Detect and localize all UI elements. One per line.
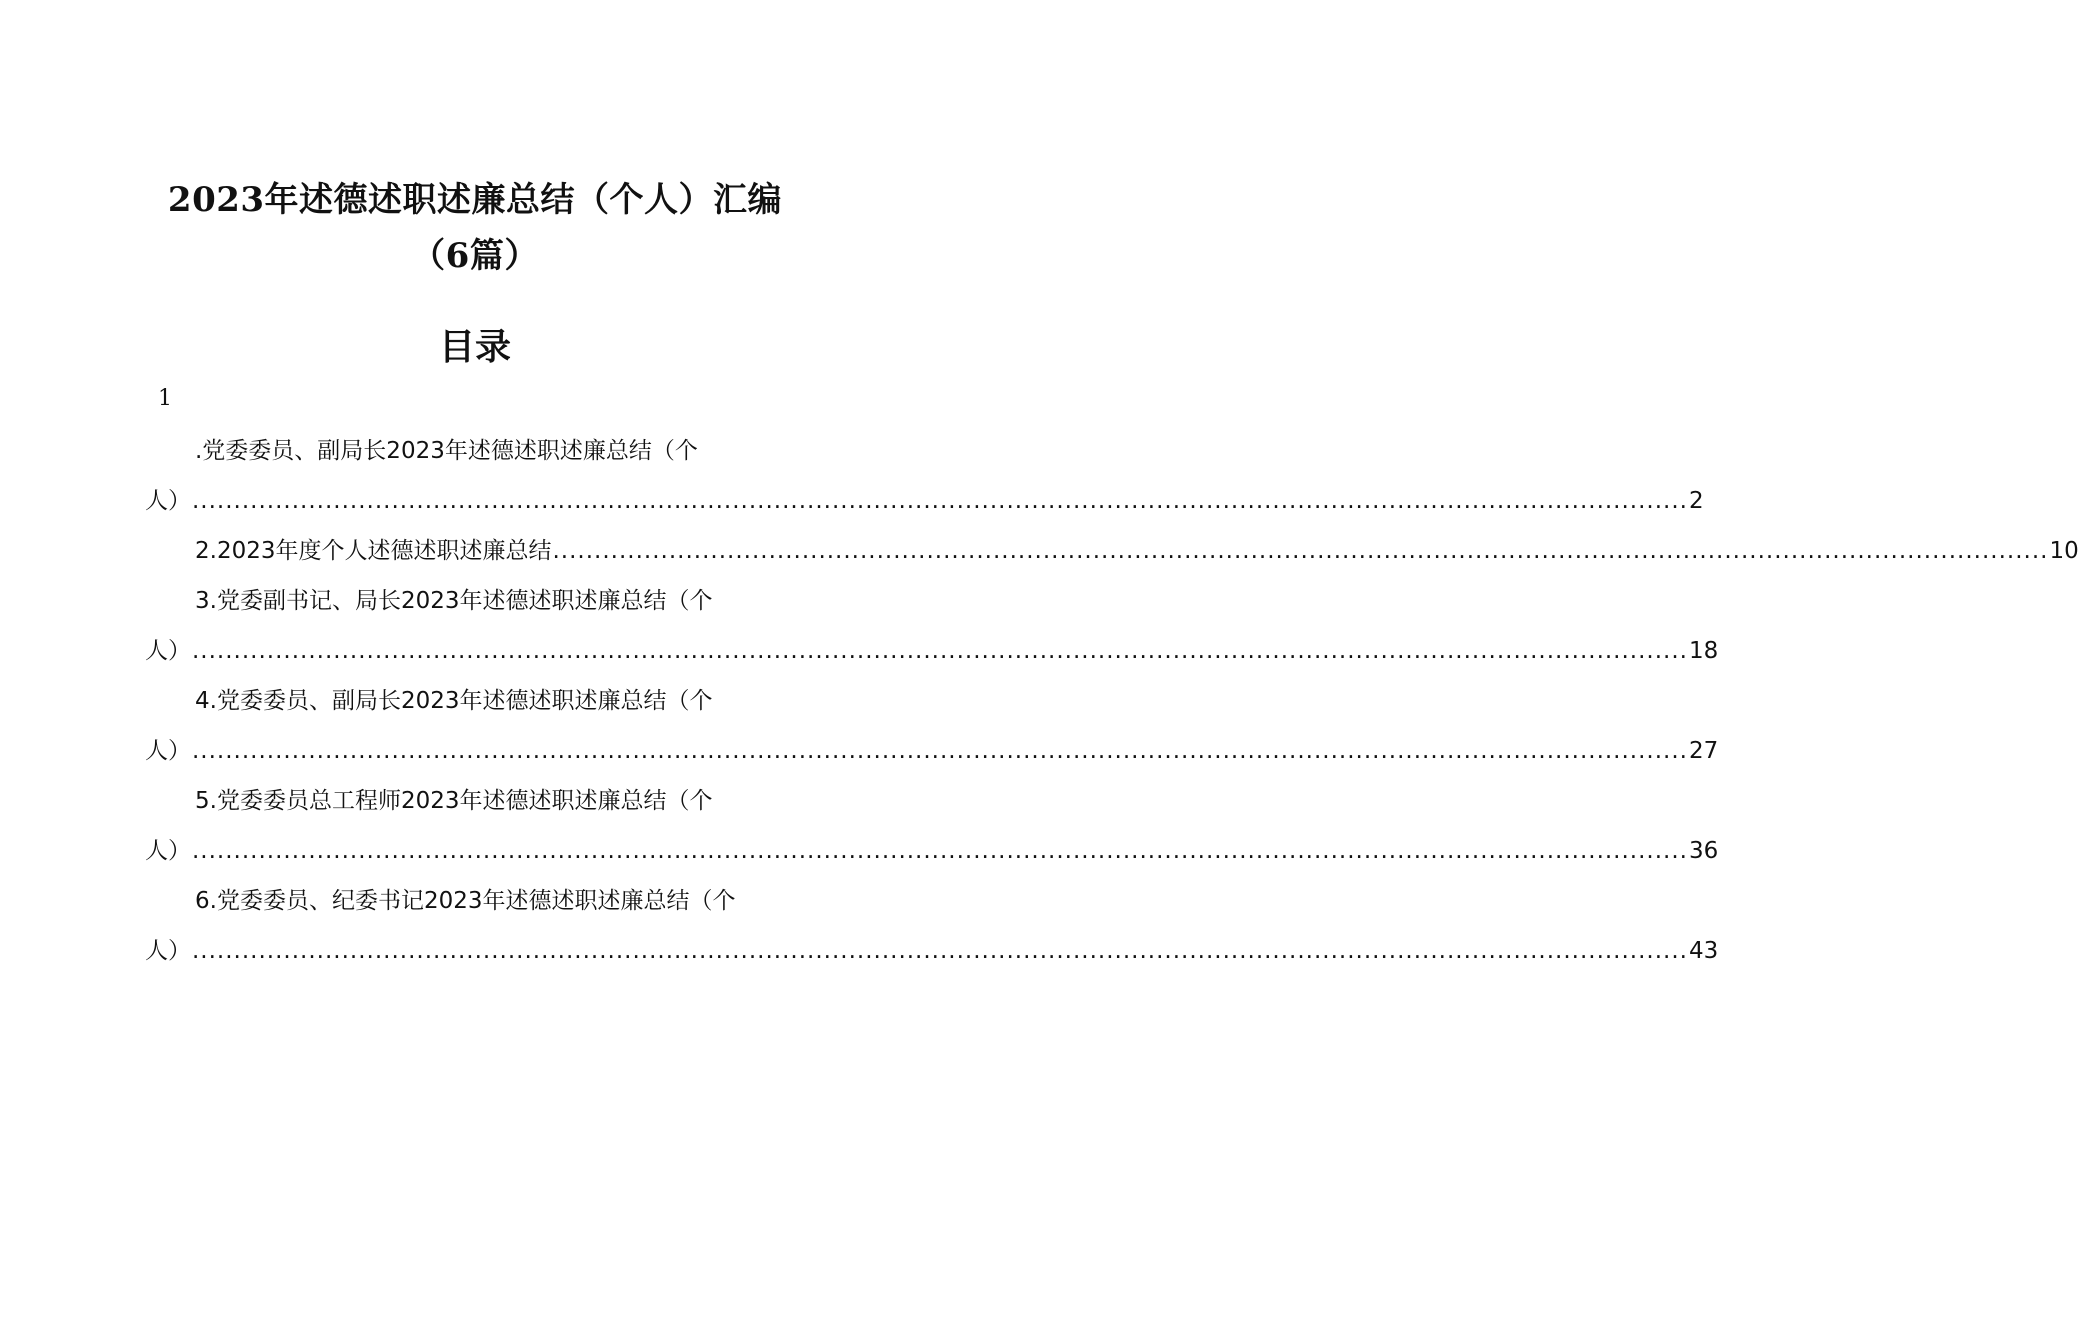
dot-leader: ....................................................................................................................................................................................: [192, 738, 1688, 764]
toc-page-number[interactable]: 10: [2049, 538, 2079, 564]
toc-entry-2[interactable]: [145, 526, 2079, 576]
dot-leader: ....................................................................................................................................................................................: [192, 838, 1688, 864]
toc-entry-title-tail: 人）: [145, 738, 191, 764]
toc-entry-5[interactable]: [145, 776, 1719, 876]
toc-entry-title[interactable]: 6.党委委员、纪委书记2023年述德述职述廉总结（个: [195, 888, 736, 914]
toc-heading: 目录: [438, 326, 511, 368]
toc-entry-1[interactable]: [145, 426, 1704, 526]
toc-entry-continuation[interactable]: [145, 726, 1719, 776]
toc-entry-title-tail: 人）: [145, 638, 191, 664]
toc-entry-title[interactable]: 5.党委委员总工程师2023年述德述职述廉总结（个: [195, 788, 713, 814]
dot-leader: ....................................................................................................................................................................................: [552, 538, 2049, 564]
toc-page-number[interactable]: 36: [1689, 838, 1719, 864]
toc-orphan-number: 1: [158, 386, 172, 411]
toc-entry-line[interactable]: [145, 526, 2079, 576]
toc-entry-continuation[interactable]: [145, 476, 1704, 526]
toc-entry-continuation[interactable]: [145, 626, 1719, 676]
toc-entry-continuation[interactable]: [145, 926, 1719, 976]
dot-leader: ....................................................................................................................................................................................: [192, 638, 1688, 664]
toc-entry-title[interactable]: .党委委员、副局长2023年述德述职述廉总结（个: [195, 438, 698, 464]
toc-entry-3[interactable]: [145, 576, 1719, 676]
toc-entry-title[interactable]: 2.2023年度个人述德述职述廉总结: [195, 538, 552, 564]
toc-entry-title-tail: 人）: [145, 938, 191, 964]
toc-entry-6[interactable]: [145, 876, 1719, 976]
toc-entry-title[interactable]: 3.党委副书记、局长2023年述德述职述廉总结（个: [195, 588, 713, 614]
dot-leader: ....................................................................................................................................................................................: [192, 488, 1688, 514]
toc-page-number[interactable]: 43: [1689, 938, 1719, 964]
toc-entry-title[interactable]: 4.党委委员、副局长2023年述德述职述廉总结（个: [195, 688, 713, 714]
toc-entry-title-tail: 人）: [145, 838, 191, 864]
toc-entry-4[interactable]: [145, 676, 1719, 776]
toc-entry-title-tail: 人）: [145, 488, 191, 514]
document-title: 2023年述德述职述廉总结（个人）汇编（6篇）: [167, 180, 783, 276]
toc-page-number[interactable]: 27: [1689, 738, 1719, 764]
dot-leader: ....................................................................................................................................................................................: [192, 938, 1688, 964]
toc-entry-continuation[interactable]: [145, 826, 1719, 876]
toc-page-number[interactable]: 2: [1689, 488, 1704, 514]
table-of-contents: [145, 426, 2079, 976]
toc-page-number[interactable]: 18: [1689, 638, 1719, 664]
